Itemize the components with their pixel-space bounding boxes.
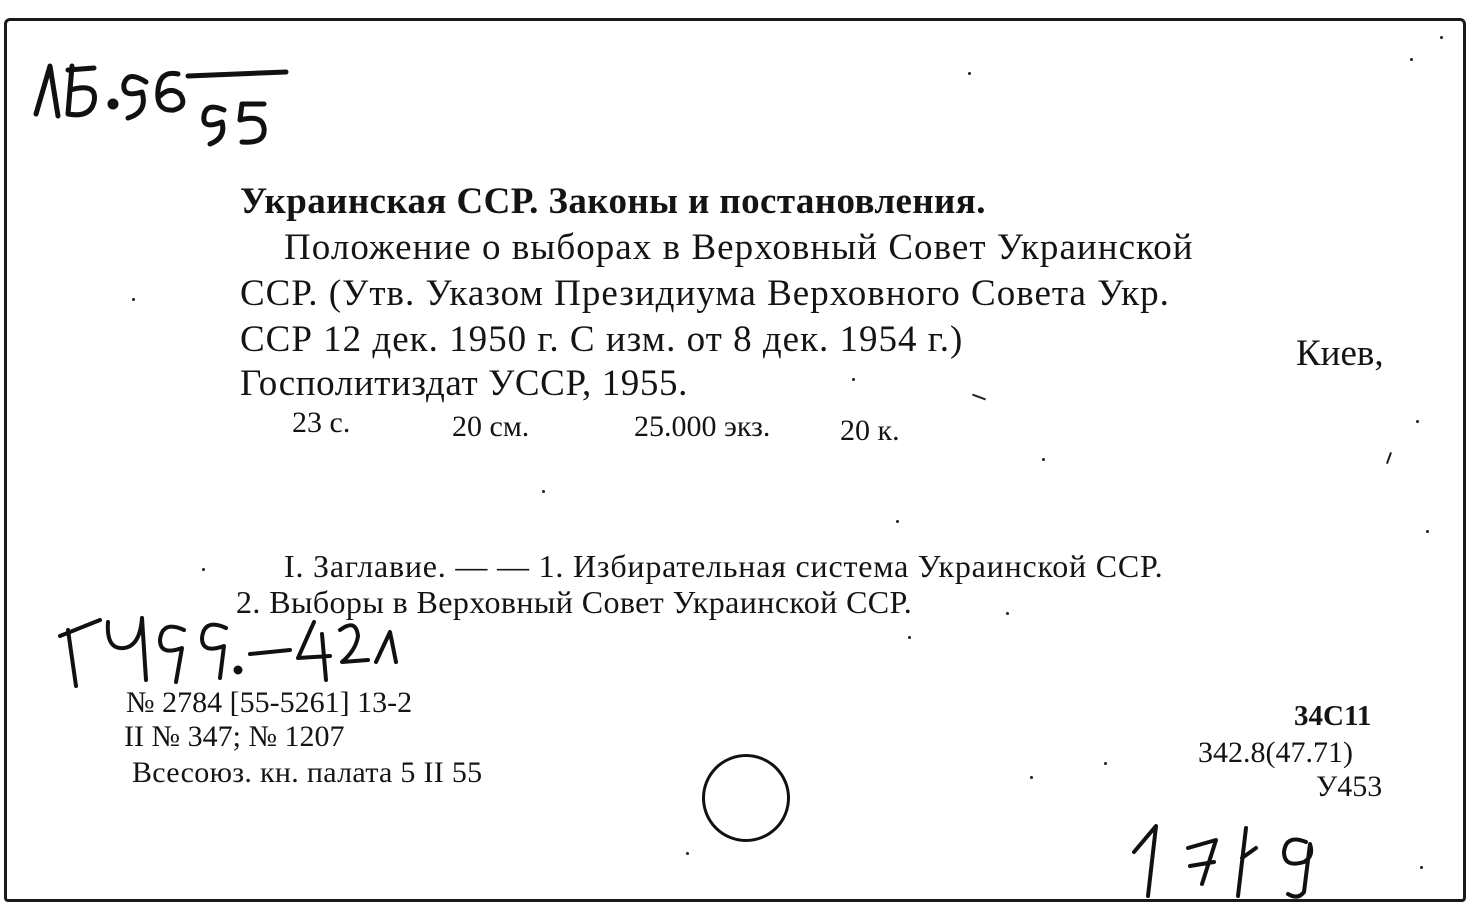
speck	[1042, 458, 1045, 461]
speck	[1440, 36, 1443, 39]
title-line-2: ССР. (Утв. Указом Президиума Верховного Совета Укр.	[240, 273, 1170, 314]
speck	[1030, 776, 1033, 779]
handwritten-call-number	[28, 52, 298, 157]
tracing-line-2: 2. Выборы в Верховный Совет Украинской ССР.	[236, 584, 913, 620]
publication-place: Киев,	[1296, 333, 1384, 374]
speck	[542, 490, 545, 493]
speck	[202, 568, 205, 571]
speck	[1104, 762, 1107, 765]
classification-code-1: 34С11	[1294, 700, 1372, 732]
pages: 23 с.	[292, 406, 351, 439]
speck	[132, 298, 135, 301]
speck	[1426, 530, 1429, 533]
record-line-3: Всесоюз. кн. палата 5 II 55	[132, 756, 483, 789]
tracing-line-1: I. Заглавие. — — 1. Избирательная система Украинской ССР.	[284, 548, 1164, 584]
speck	[1416, 420, 1419, 423]
heading: Украинская ССР. Законы и постановления.	[240, 181, 986, 222]
speck	[1006, 612, 1009, 615]
title-line-3: ССР 12 дек. 1950 г. С изм. от 8 дек. 1954 г.)	[240, 319, 964, 360]
price: 20 к.	[840, 414, 900, 447]
speck	[896, 520, 899, 523]
speck	[908, 636, 911, 639]
title-line-4: Госполитиздат УССР, 1955.	[240, 363, 688, 404]
handwritten-inventory-number	[1118, 818, 1358, 909]
record-line-1: № 2784 [55-5261] 13-2	[126, 686, 413, 719]
speck	[1410, 58, 1413, 61]
speck	[968, 72, 971, 75]
speck	[686, 852, 689, 855]
punch-hole	[702, 754, 790, 842]
classification-code-2: 342.8(47.71)	[1198, 736, 1353, 769]
speck	[1420, 866, 1423, 869]
title-line-1: Положение о выборах в Верховный Совет Украинской	[284, 227, 1194, 268]
copies: 25.000 экз.	[634, 410, 771, 443]
size: 20 см.	[452, 410, 530, 443]
record-line-2: II № 347; № 1207	[124, 720, 345, 753]
speck	[852, 378, 855, 381]
classification-code-3: У453	[1316, 770, 1383, 803]
